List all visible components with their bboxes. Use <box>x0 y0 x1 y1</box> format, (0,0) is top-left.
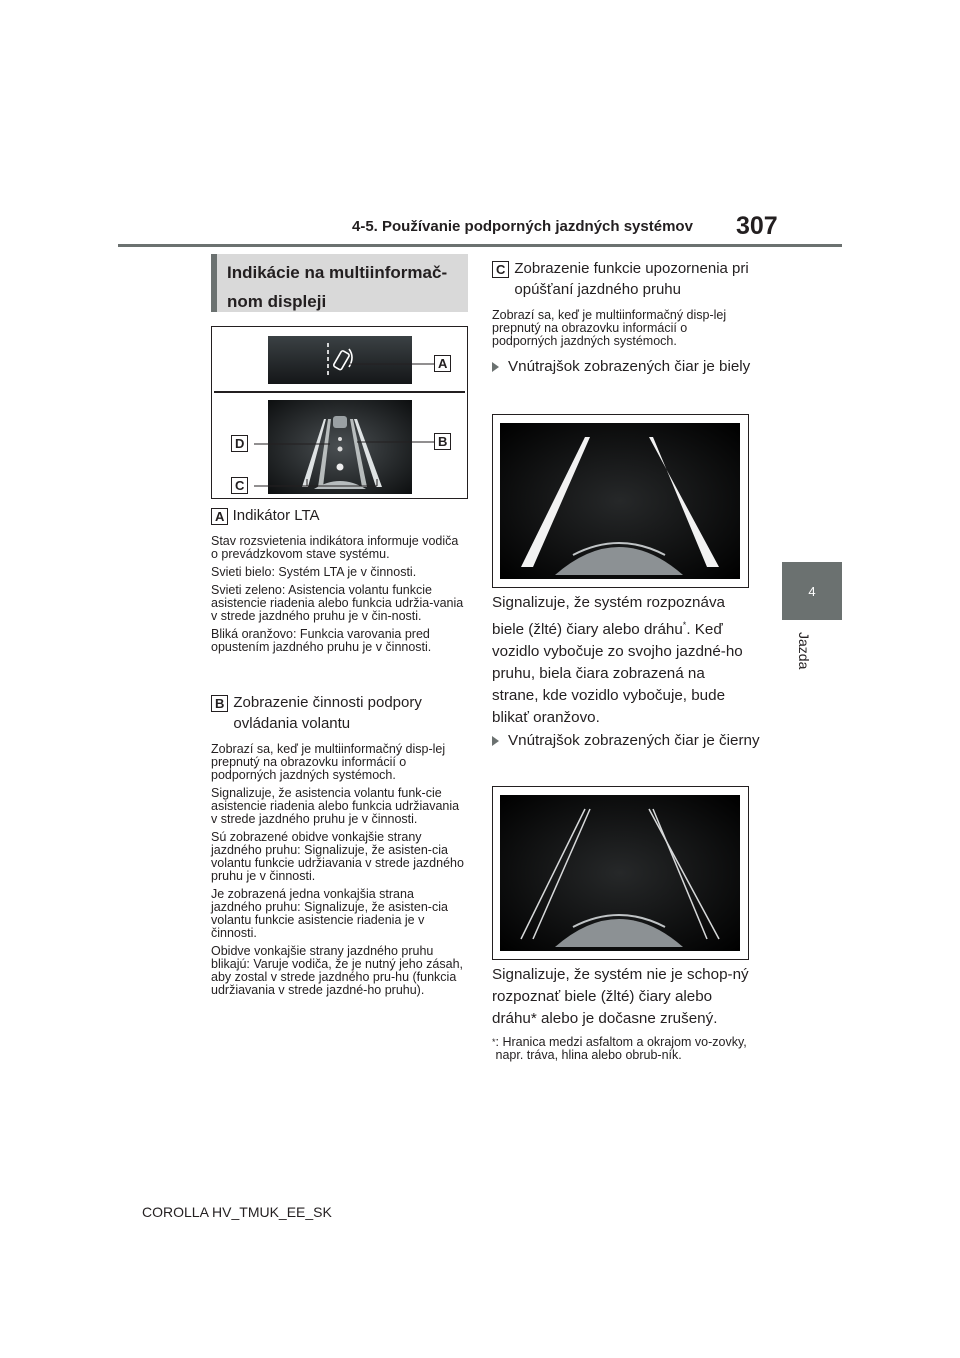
item-c <box>492 258 754 378</box>
item-a-title: Indikátor LTA <box>232 507 320 524</box>
bullet-black-lines: Vnútrajšok zobrazených čiar je čierny <box>492 730 770 752</box>
lanes-white-illustration <box>493 415 748 587</box>
label-a: A <box>211 508 228 525</box>
lanes-white-figure <box>492 414 749 588</box>
bullet-white-lines: Vnútrajšok zobrazených čiar je biely <box>492 356 754 378</box>
black-lines-text: Signalizuje, že systém nie je schop-ný rozpoznať biele (žlté) čiary alebo dráhu* alebo je dočasne zrušený. <box>492 966 749 1027</box>
item-c-title: Zobrazenie funkcie upozornenia pri opúšťaní jazdného pruhu <box>514 260 749 298</box>
figure-label-a: A <box>434 355 451 372</box>
white-lines-text-1: Signalizuje, že systém rozpoznáva biele (žlté) čiary alebo dráhu <box>492 594 725 639</box>
footer-code: COROLLA HV_TMUK_EE_SK <box>142 1204 332 1220</box>
display-figure <box>211 326 468 499</box>
item-b-text-4: Je zobrazená jedna vonkajšia strana jazdného pruhu: Signalizuje, že asisten-cia volantu funkcie asistencie riadenia je v činnosti. <box>211 887 448 940</box>
figure-label-d: D <box>231 435 248 452</box>
section-heading-text: Indikácie na multiinformač- nom displeji <box>227 263 448 311</box>
lanes-black-illustration <box>493 787 748 959</box>
item-a <box>211 505 468 659</box>
item-b-text-2: Signalizuje, že asistencia volantu funk-cie asistencie riadenia alebo funkcia udržiavania v strede jazdného pruhu je v činnosti. <box>211 786 460 826</box>
chapter-number: 4 <box>808 583 816 599</box>
chapter-tab <box>782 562 842 620</box>
item-b-text-5: Obidve vonkajšie strany jazdného pruhu blikajú: Varuje vodiča, že je nutný jeho zásah, aby zostal v strede jazdného pru-hu (funkcia udržiavania v strede jazdné-ho pruhu). <box>211 944 464 997</box>
white-lines-text-2: . Keď vozidlo vybočuje zo svojho jazdné-ho pruhu, biela čiara zobrazená na strane, kde vozidlo vybočuje, bude blikať oranžovo. <box>492 621 743 727</box>
label-b: B <box>211 695 228 712</box>
item-c-description: Zobrazí sa, keď je multiinformačný disp-lej prepnutý na obrazovku informácií o podporných jazdných systémoch. <box>492 308 727 348</box>
item-a-text-1: Stav rozsvietenia indikátora informuje vodiča o prevádzkovom stave systému. <box>211 534 459 561</box>
footnote-text: : Hranica medzi asfaltom a okrajom vo-zovky, napr. tráva, hlina alebo obrub-ník. <box>495 1035 747 1062</box>
lta-indicator-screen <box>268 336 412 384</box>
item-b-text-1: Zobrazí sa, keď je multiinformačný disp-lej prepnutý na obrazovku informácií o podporných jazdných systémoch. <box>211 742 446 782</box>
chapter-label: Jazda <box>796 632 812 670</box>
item-a-text-2: Svieti bielo: Systém LTA je v činnosti. <box>211 565 417 579</box>
footnote <box>492 1036 754 1062</box>
footnote-mark: * <box>492 1037 496 1047</box>
figure-label-c: C <box>231 477 248 494</box>
header-rule <box>118 244 842 247</box>
display-illustration <box>212 327 467 498</box>
item-b <box>211 692 468 1002</box>
section-title: 4-5. Používanie podporných jazdných systémov <box>352 218 693 235</box>
item-b-title: Zobrazenie činnosti podpory ovládania volantu <box>233 694 422 732</box>
section-heading <box>211 254 468 312</box>
item-a-text-3: Svieti zeleno: Asistencia volantu funkcie asistencie riadenia alebo funkcia udržia-vania v strede jazdného pruhu je v čin-nosti. <box>211 583 464 623</box>
white-lines-footnote-mark: * <box>682 620 687 630</box>
item-a-text-4: Bliká oranžovo: Funkcia varovania pred opustením jazdného pruhu je v činnosti. <box>211 627 432 654</box>
lanes-black-figure <box>492 786 749 960</box>
figure-label-b: B <box>434 433 451 450</box>
item-b-text-3: Sú zobrazené obidve vonkajšie strany jazdného pruhu: Signalizuje, že asisten-cia volantu funkcie udržiavania v strede jazdného pruhu je v činnosti. <box>211 830 464 883</box>
label-c: C <box>492 261 509 278</box>
page-number: 307 <box>736 212 778 240</box>
white-lines-text <box>492 592 754 729</box>
